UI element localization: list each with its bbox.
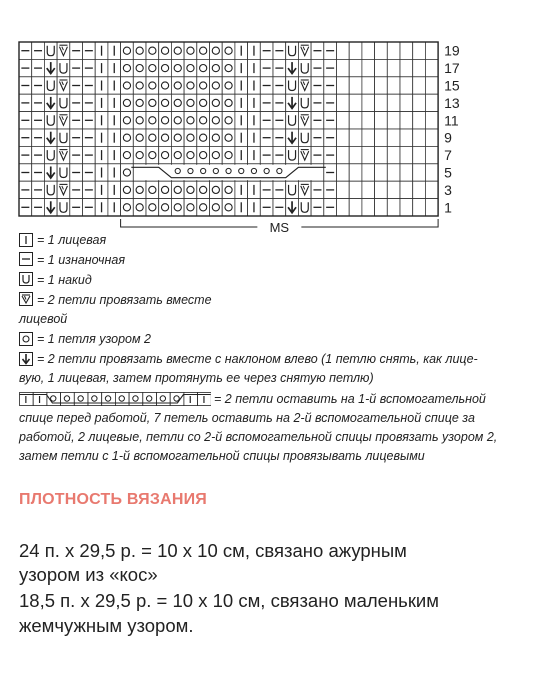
- legend-ssk-text-2: вую, 1 лицевая, затем протянуть ее через снятую петлю): [19, 371, 374, 385]
- ssk-symbol-icon: [19, 352, 33, 366]
- chart-row: [19, 77, 438, 94]
- legend-yarn-over-text: = 1 накид: [37, 273, 92, 287]
- row-number-label: 19: [444, 42, 460, 59]
- chart-row: [19, 42, 438, 59]
- legend-cable-text-4: затем петли с 1-й вспомогательной спицы провязывать лицевыми: [19, 449, 425, 463]
- density-text-4: жемчужным узором.: [19, 615, 194, 636]
- knit-symbol-icon: [19, 233, 33, 247]
- legend-pattern2-text: = 1 петля узором 2: [37, 332, 151, 346]
- chart-row: [19, 59, 438, 76]
- row-number-label: 13: [444, 94, 460, 111]
- row-number-label: 11: [444, 112, 459, 129]
- row-number-label: 7: [444, 147, 452, 164]
- density-text-1: 24 п. х 29,5 р. = 10 х 10 см, связано ажурным: [19, 540, 407, 561]
- row-number-label: 3: [444, 181, 452, 198]
- chart-row: [19, 181, 438, 198]
- row-number-label: 15: [444, 77, 460, 94]
- knitting-chart: [0, 0, 552, 260]
- yarn-over-symbol-icon: [19, 272, 33, 286]
- row-number-label: 1: [444, 199, 452, 216]
- chart-row: [19, 112, 438, 129]
- chart-row: [19, 199, 438, 216]
- cable-cross-mark: [131, 165, 325, 180]
- density-text-2: узором из «кос»: [19, 564, 158, 585]
- pattern2-symbol-icon: [19, 332, 33, 346]
- legend-cable-text-1: = 2 петли оставить на 1-й вспомогательной: [214, 392, 486, 406]
- legend-k2tog-text-2: лицевой: [19, 312, 68, 326]
- density-heading: ПЛОТНОСТЬ ВЯЗАНИЯ: [19, 491, 208, 508]
- chart-row: [19, 146, 438, 163]
- legend-purl-text: = 1 изнаночная: [37, 253, 126, 267]
- ms-label: MS: [269, 220, 290, 235]
- legend-k2tog-text-1: = 2 петли провязать вместе: [37, 293, 212, 307]
- row-number-label: 5: [444, 164, 452, 181]
- chart-row: [19, 94, 438, 111]
- density-text-3: 18,5 п. х 29,5 р. = 10 х 10 см, связано маленьким: [19, 590, 439, 611]
- chart-cells: [19, 42, 438, 216]
- k2tog-symbol-icon: [19, 292, 33, 306]
- chart-row: [19, 129, 438, 146]
- purl-symbol-icon: [19, 252, 33, 266]
- row-number-label: 9: [444, 129, 452, 146]
- cable-symbol-icon: [19, 392, 211, 406]
- legend-cable-text-3: работой, 2 лицевые, петли со 2-й вспомогательной спицы провязать узором 2,: [19, 430, 498, 444]
- legend-knit-text: = 1 лицевая: [37, 233, 107, 247]
- ms-bracket: [121, 219, 439, 235]
- legend-ssk-text-1: = 2 петли провязать вместе с наклоном влево (1 петлю снять, как лице-: [37, 352, 478, 366]
- chart-grid: [0, 0, 552, 260]
- row-number-label: 17: [444, 60, 460, 77]
- legend-cable-text-2: спице перед работой, 7 петель оставить на 2-й вспомогательной спице за: [19, 411, 475, 425]
